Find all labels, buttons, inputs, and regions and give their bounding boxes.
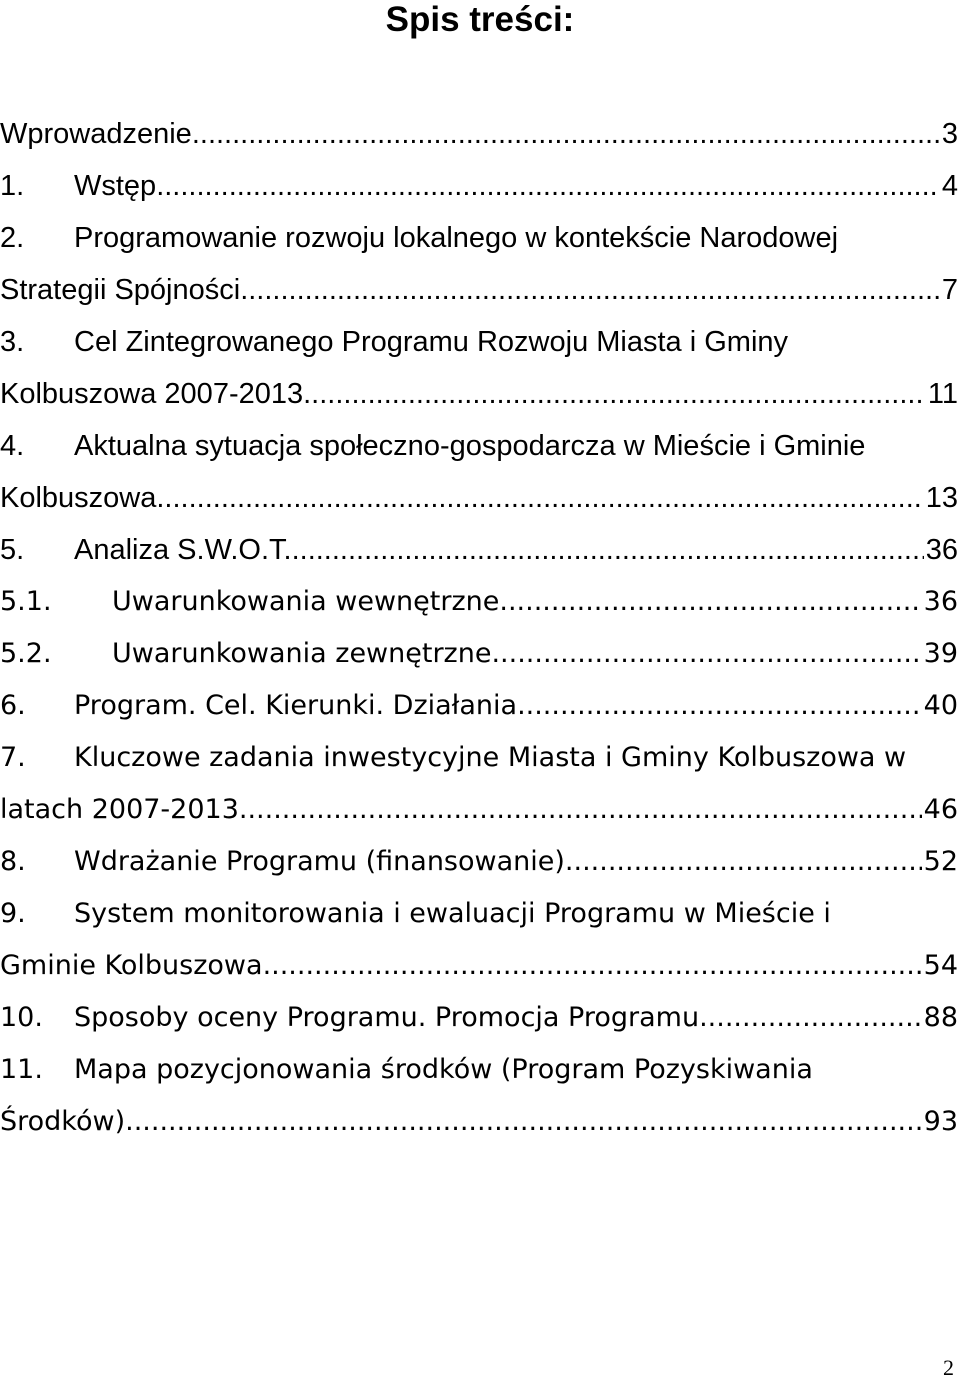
toc-entry-label: Wprowadzenie [0,118,192,150]
toc-entry-8[interactable] [0,842,958,882]
toc-entry-label: Analiza S.W.O.T. [74,534,292,566]
toc-entry-label-cont: Strategii Spójności [0,274,241,306]
toc-leader-dots [156,166,940,206]
toc-leader-dots [125,1102,922,1142]
toc-entry-7[interactable] [0,738,958,778]
toc-entry-page: 36 [925,534,958,566]
toc-entry-3[interactable] [0,322,958,362]
toc-title: Spis treści: [385,0,575,39]
toc-entry-number: 11. [0,1054,43,1085]
toc-entry-5-1[interactable] [0,582,958,622]
toc-entry-page: 13 [925,482,958,514]
toc-leader-dots [239,790,922,830]
toc-entry-label: Sposoby oceny Programu. Promocja Programu [74,1002,700,1033]
toc-entry-wprowadzenie[interactable] [0,114,958,154]
toc-leader-dots [240,270,940,310]
toc-entry-4[interactable] [0,426,958,466]
toc-entry-label: Programowanie rozwoju lokalnego w kontekście Narodowej [74,222,839,254]
toc-entry-number: 5. [0,534,25,566]
toc-entry-label: Aktualna sytuacja społeczno-gospodarcza w Mieście i Gminie [74,430,866,462]
toc-entry-label-cont: Kolbuszowa 2007-2013 [0,378,304,410]
toc-entry-2[interactable] [0,218,958,258]
toc-leader-dots [517,686,922,726]
toc-entry-3-continuation[interactable] [0,374,958,414]
toc-entry-number: 8. [0,846,26,877]
toc-entry-label-cont: Środków) [0,1106,126,1137]
toc-entry-number: 10. [0,1002,43,1033]
toc-entry-label: System monitorowania i ewaluacji Programu w Mieście i [74,898,831,929]
toc-entry-6[interactable] [0,686,958,726]
toc-leader-dots [499,582,921,622]
toc-entry-page: 46 [923,794,958,825]
toc-entry-5-2[interactable] [0,634,958,674]
toc-entry-number: 1. [0,170,25,202]
toc-entry-page: 4 [941,170,958,202]
toc-entry-page: 11 [927,378,958,410]
toc-entry-5[interactable] [0,530,958,570]
toc-entry-label: Wstęp [74,170,157,202]
toc-leader-dots [491,634,921,674]
toc-leader-dots [292,530,924,570]
toc-entry-label: Kluczowe zadania inwestycyjne Miasta i Gminy Kolbuszowa w [74,742,907,773]
toc-leader-dots [303,374,926,414]
toc-entry-page: 88 [923,1002,958,1033]
toc-leader-dots [192,114,940,154]
toc-entry-page: 93 [923,1106,958,1137]
toc-entry-page: 3 [941,118,958,150]
toc-entry-9[interactable] [0,894,958,934]
toc-entry-2-continuation[interactable] [0,270,958,310]
toc-entry-page: 40 [923,690,958,721]
toc-entry-page: 7 [941,274,958,306]
toc-entry-label: Uwarunkowania zewnętrzne [112,638,492,669]
toc-entry-number: 5.1. [0,586,52,617]
toc-entry-number: 2. [0,222,25,254]
toc-entry-number: 3. [0,326,25,358]
toc-entry-label: Cel Zintegrowanego Programu Rozwoju Miasta i Gminy [74,326,789,358]
toc-entry-page: 52 [923,846,958,877]
toc-entry-label-cont: Gminie Kolbuszowa [0,950,263,981]
toc-entry-number: 9. [0,898,26,929]
toc-leader-dots [565,842,922,882]
toc-entry-10[interactable] [0,998,958,1038]
toc-entry-label: Uwarunkowania wewnętrzne [112,586,500,617]
toc-entry-11-continuation[interactable] [0,1102,958,1142]
toc-entry-label-cont: latach 2007-2013 [0,794,239,825]
toc-entry-4-continuation[interactable] [0,478,958,518]
toc-entry-label: Program. Cel. Kierunki. Działania [74,690,518,721]
toc-entry-9-continuation[interactable] [0,946,958,986]
toc-entry-number: 4. [0,430,25,462]
toc-entry-label: Wdrażanie Programu (finansowanie) [74,846,565,877]
toc-entry-number: 6. [0,690,26,721]
toc-entry-page: 54 [923,950,958,981]
toc-entry-number: 5.2. [0,638,52,669]
toc-leader-dots [263,946,922,986]
toc-entry-number: 7. [0,742,26,773]
toc-entry-label-cont: Kolbuszowa [0,482,157,514]
toc-entry-label: Mapa pozycjonowania środków (Program Pozyskiwania [74,1054,813,1085]
toc-entry-11[interactable] [0,1050,958,1090]
toc-entry-7-continuation[interactable] [0,790,958,830]
toc-leader-dots [699,998,922,1038]
toc-leader-dots [156,478,923,518]
toc-entry-page: 36 [923,586,958,617]
page-number: 2 [943,1355,954,1380]
toc-entry-page: 39 [923,638,958,669]
toc-entry-1[interactable] [0,166,958,206]
